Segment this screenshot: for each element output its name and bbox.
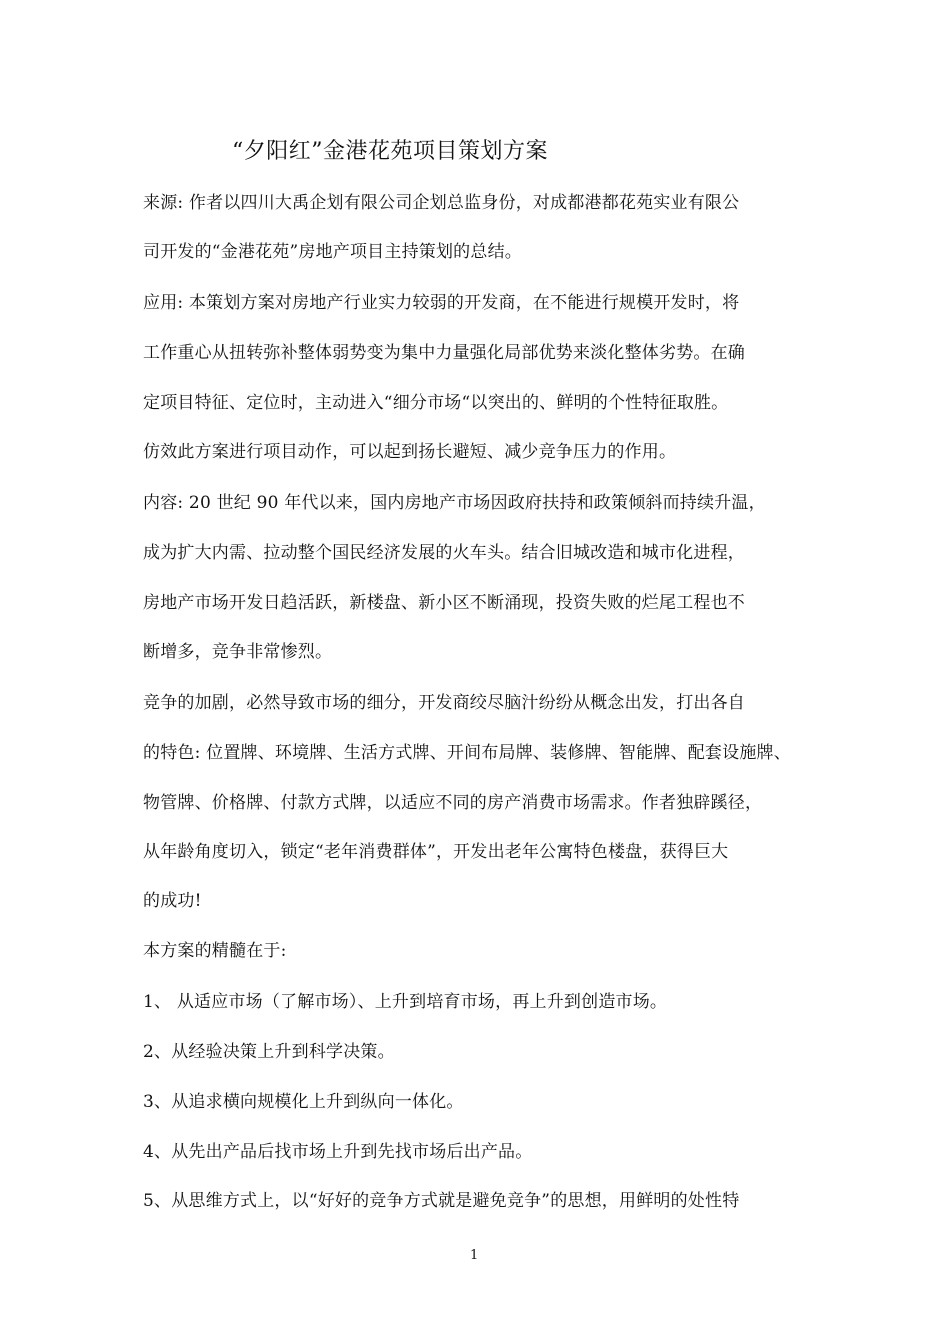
body-line: 房地产市场开发日趋活跃，新楼盘、新小区不断涌现，投资失败的烂尾工程也不	[143, 593, 745, 613]
list-item: 4、从先出产品后找市场上升到先找市场后出产品。	[143, 1142, 533, 1162]
body-line: 竞争的加剧，必然导致市场的细分，开发商绞尽脑汁纷纷从概念出发，打出各自	[143, 693, 745, 713]
body-line: 应用: 本策划方案对房地产行业实力较弱的开发商，在不能进行规模开发时，将	[143, 293, 740, 313]
body-line: 本方案的精髓在于:	[143, 941, 287, 961]
body-line: 从年龄角度切入，锁定“老年消费群体”，开发出老年公寓特色楼盘，获得巨大	[143, 842, 729, 862]
page-number: 1	[470, 1248, 479, 1263]
body-line: 的特色: 位置牌、环境牌、生活方式牌、开间布局牌、装修牌、智能牌、配套设施牌、	[143, 743, 791, 763]
list-item: 3、从追求横向规模化上升到纵向一体化。	[143, 1092, 464, 1112]
document-title: “夕阳红”金港花苑项目策划方案	[232, 139, 548, 164]
body-line: 物管牌、价格牌、付款方式牌，以适应不同的房产消费市场需求。作者独辟蹊径，	[143, 793, 763, 813]
list-item: 1、 从适应市场（了解市场）、上升到培育市场，再上升到创造市场。	[143, 992, 668, 1012]
body-line: 工作重心从扭转弥补整体弱势变为集中力量强化局部优势来淡化整体劣势。在确	[143, 343, 745, 363]
list-item: 5、从思维方式上，以“好好的竞争方式就是避免竞争”的思想，用鲜明的处性特	[143, 1191, 740, 1211]
list-item: 2、从经验决策上升到科学决策。	[143, 1042, 395, 1062]
body-line: 仿效此方案进行项目动作，可以起到扬长避短、减少竞争压力的作用。	[143, 442, 677, 462]
body-line: 成为扩大内需、拉动整个国民经济发展的火车头。结合旧城改造和城市化进程，	[143, 543, 745, 563]
body-line: 的成功!	[143, 891, 202, 911]
body-line: 内容: 20 世纪 90 年代以来，国内房地产市场因政府扶持和政策倾斜而持续升温，	[143, 493, 766, 513]
body-line: 定项目特征、定位时，主动进入“细分市场“以突出的、鲜明的个性特征取胜。	[143, 393, 729, 413]
body-line: 司开发的“金港花苑”房地产项目主持策划的总结。	[143, 242, 522, 262]
body-line: 来源: 作者以四川大禹企划有限公司企划总监身份，对成都港都花苑实业有限公	[143, 193, 740, 213]
body-line: 断增多，竞争非常惨烈。	[143, 642, 333, 662]
